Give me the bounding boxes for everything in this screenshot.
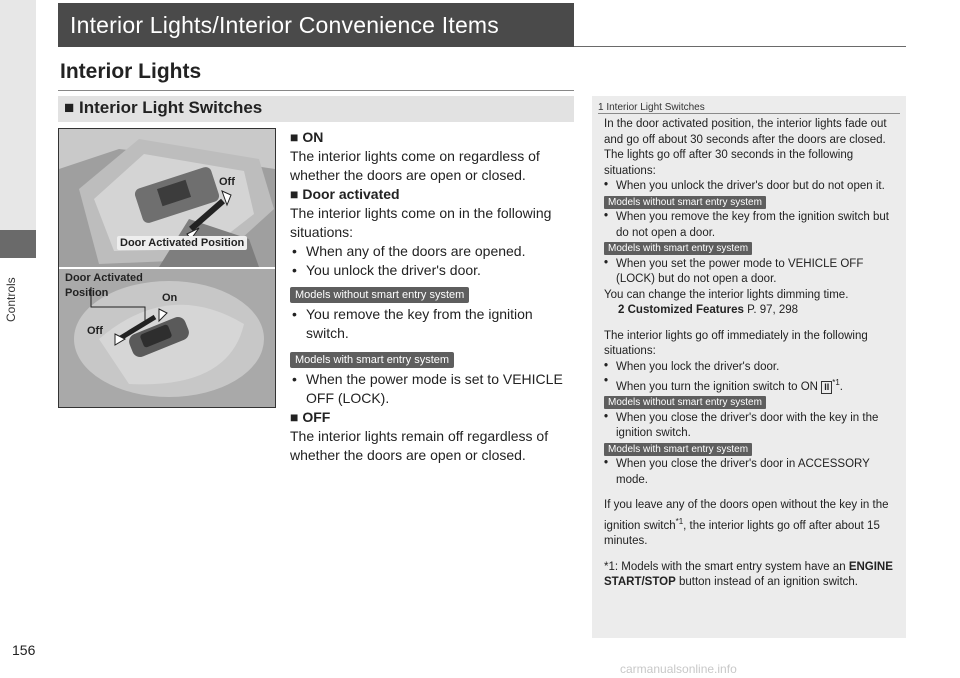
models-with-tag: Models with smart entry system xyxy=(290,352,454,368)
list-item: • When you close the driver's door in ACCESSORY mode. xyxy=(604,457,896,488)
section-rule xyxy=(58,90,574,91)
cross-reference-icon: 2 xyxy=(618,304,625,316)
list-item: • When you turn the ignition switch to ON II $^{*1}$. xyxy=(604,375,896,395)
door-activated-heading: ■ Door activated xyxy=(290,186,400,202)
label-off-top: Off xyxy=(219,176,235,188)
list-item: • When you close the driver's door with the key in the ignition switch. xyxy=(604,411,896,442)
sidebar-notes xyxy=(592,96,906,638)
on-text: The interior lights come on regardless of whether the doors are open or closed. xyxy=(290,148,540,183)
models-without-tag: Models without smart entry system xyxy=(290,287,469,303)
label-on: On xyxy=(162,292,178,304)
title-rule xyxy=(574,46,906,47)
section-title: Interior Lights xyxy=(60,60,202,83)
subsection-heading xyxy=(58,96,574,122)
customized-features-link[interactable]: Customized Features xyxy=(627,304,744,316)
list-item: • You remove the key from the ignition switch. xyxy=(290,305,575,343)
dimming-text: You can change the interior lights dimming time. xyxy=(604,288,849,301)
reference-pages: P. 97, 298 xyxy=(747,304,799,316)
reference-icon: 1 xyxy=(598,102,604,113)
sidebar-title: Interior Light Switches xyxy=(606,102,705,113)
off-text: The interior lights remain off regardless of whether the doors are open or closed. xyxy=(290,428,549,463)
list-item: • When you unlock the driver's door but do not open it. xyxy=(604,179,896,195)
side-tab-label: Controls xyxy=(4,277,18,323)
page-title: Interior Lights/Interior Convenience Items xyxy=(70,12,499,38)
list-item: • When any of the doors are opened. xyxy=(290,242,575,261)
sidebar-paragraph: The interior lights go off immediately in the following situations: xyxy=(604,329,868,357)
ignition-on-key-icon: II xyxy=(821,381,832,394)
footnote: *1: Models with the smart entry system have an ENGINE START/STOP button instead of an ignition switch. xyxy=(604,560,893,589)
list-item: • When the power mode is set to VEHICLE OFF (LOCK). xyxy=(290,370,575,408)
side-tab-marker xyxy=(0,230,36,258)
side-tab xyxy=(0,0,36,230)
models-without-tag: Models without smart entry system xyxy=(604,396,766,409)
page-number: 156 xyxy=(12,642,36,658)
label-door-activated: Door Activated xyxy=(65,272,143,284)
photo-divider xyxy=(59,267,275,269)
page-title-bar xyxy=(58,3,574,47)
list-item: • When you set the power mode to VEHICLE OFF (LOCK) but do not open a door. xyxy=(604,257,896,288)
on-heading: ■ ON xyxy=(290,129,324,145)
sidebar-rule xyxy=(598,113,900,114)
label-door-activated-position: Door Activated Position xyxy=(117,236,247,250)
list-item: • When you lock the driver's door. xyxy=(604,360,896,376)
label-off-bottom: Off xyxy=(87,325,103,337)
sidebar-paragraph: In the door activated position, the interior lights fade out and go off about 30 seconds after the doors are closed. The lights go off after 30 seconds in the following situations: xyxy=(604,118,887,177)
models-with-tag: Models with smart entry system xyxy=(604,242,752,255)
list-item: • When you remove the key from the ignition switch but do not open a door. xyxy=(604,210,896,241)
label-position: Position xyxy=(65,287,109,299)
sidebar-paragraph: If you leave any of the doors open without the key in the ignition switch$^{*1}$, the interior lights go off after about 15 minutes. xyxy=(604,499,889,548)
watermark-footer: carmanualsonline.info xyxy=(620,662,737,676)
subsection-title: Interior Light Switches xyxy=(79,98,263,117)
models-without-tag: Models without smart entry system xyxy=(604,196,766,209)
body-text xyxy=(290,128,575,465)
square-marker-icon: ■ xyxy=(64,98,75,117)
list-item: • You unlock the driver's door. xyxy=(290,261,575,280)
door-activated-text: The interior lights come on in the following situations: xyxy=(290,205,552,240)
models-with-tag: Models with smart entry system xyxy=(604,443,752,456)
off-heading: ■ OFF xyxy=(290,409,331,425)
interior-light-photo xyxy=(58,128,276,408)
